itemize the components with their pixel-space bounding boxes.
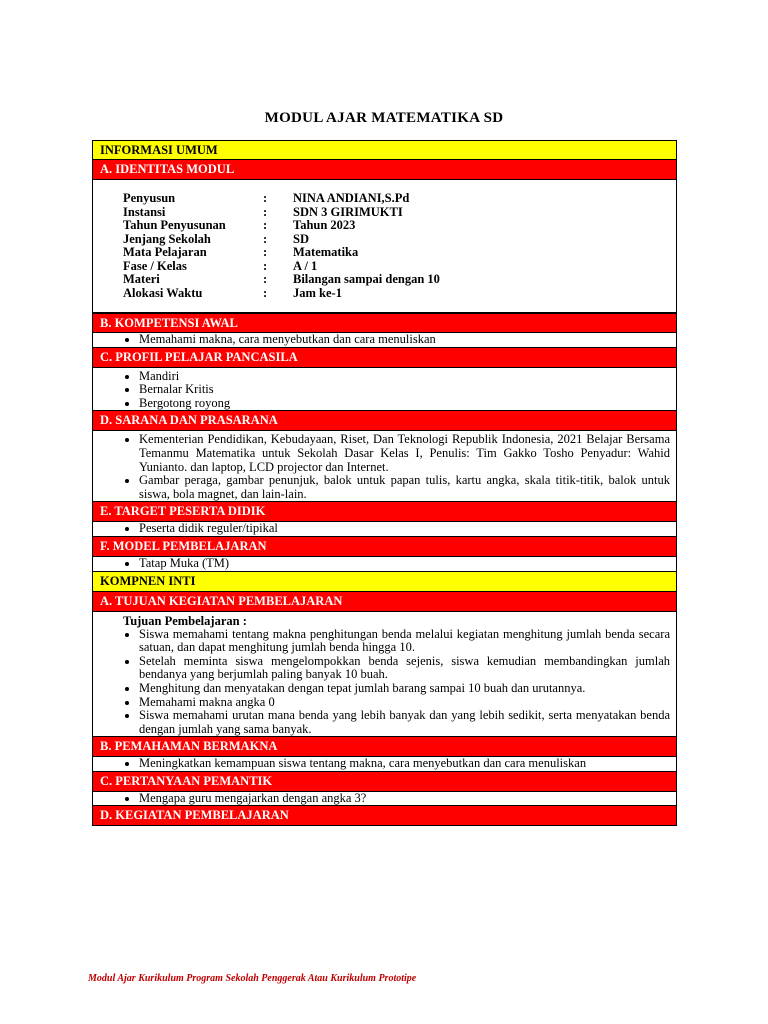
- identitas-colon: :: [263, 258, 268, 273]
- list-item: • Siswa memahami urutan mana benda yang lebih banyak dan yang lebih sedikit, serta menyatakan benda dengan jumlah yang sama banyak.: [139, 709, 670, 736]
- model-pembelajaran-box: [92, 557, 677, 572]
- identitas-row: [123, 192, 676, 206]
- target-peserta-box: [92, 522, 677, 537]
- target-peserta-header: E. TARGET PESERTA DIDIK: [92, 502, 677, 522]
- identitas-colon: :: [263, 231, 268, 246]
- identitas-colon: :: [263, 285, 268, 300]
- identitas-key: Penyusun: [123, 191, 176, 205]
- identitas-key: Fase / Kelas: [123, 258, 187, 273]
- identitas-row: [123, 273, 676, 287]
- list-item: • Setelah meminta siswa mengelompokkan benda sejenis, siswa kemudian membandingkan jumlah bendanya yang berjumlah paling banyak 10 buah.: [139, 655, 670, 682]
- identitas-colon: :: [263, 245, 268, 259]
- identitas-colon: :: [263, 204, 268, 219]
- identitas-row: [123, 206, 676, 220]
- identitas-modul-header: A. IDENTITAS MODUL: [92, 160, 677, 180]
- pemahaman-bermakna-box: [92, 757, 677, 772]
- kegiatan-pembelajaran-header: D. KEGIATAN PEMBELAJARAN: [92, 806, 677, 826]
- tujuan-pembelajaran-label: Tujuan Pembelajaran :: [123, 613, 247, 628]
- list-item: • Bergotong royong: [139, 397, 670, 411]
- list-item: • Gambar peraga, gambar penunjuk, balok untuk papan tulis, kartu angka, skala titik-titik, balok untuk siswa, bola magnet, dan lain-lain.: [139, 474, 670, 501]
- list-item: • Tatap Muka (TM): [139, 557, 670, 571]
- identitas-value: A / 1: [293, 258, 318, 273]
- model-pembelajaran-header: F. MODEL PEMBELAJARAN: [92, 537, 677, 557]
- list-item: • Memahami makna, cara menyebutkan dan cara menuliskan: [139, 333, 670, 347]
- identitas-row: [123, 260, 676, 274]
- list-item: • Siswa memahami tentang makna penghitungan benda melalui kegiatan menghitung jumlah benda secara satuan, dan dapat menghitung jumlah benda hingga 10.: [139, 628, 670, 655]
- identitas-colon: :: [263, 191, 268, 205]
- profil-pancasila-header: C. PROFIL PELAJAR PANCASILA: [92, 348, 677, 368]
- identitas-key: Alokasi Waktu: [123, 285, 203, 300]
- list-item: • Bernalar Kritis: [139, 383, 670, 397]
- page-title: MODUL AJAR MATEMATIKA SD: [264, 110, 504, 126]
- identitas-key: Mata Pelajaran: [123, 245, 207, 259]
- page-footer: Modul Ajar Kurikulum Program Sekolah Penggerak Atau Kurikulum Prototipe: [88, 973, 417, 984]
- kompetensi-awal-header: B. KOMPETENSI AWAL: [92, 313, 677, 333]
- sarana-prasarana-box: [92, 431, 677, 502]
- sarana-prasarana-header: D. SARANA DAN PRASARANA: [92, 411, 677, 431]
- identitas-key: Jenjang Sekolah: [123, 231, 211, 246]
- identitas-value: NINA ANDIANI,S.Pd: [293, 191, 410, 205]
- list-item: • Kementerian Pendidikan, Kebudayaan, Riset, Dan Teknologi Republik Indonesia, 2021 Belajar Bersama Temanmu Matematika untuk Sekolah Dasar Kelas I, Penulis: Tim Gakko Tosho Penyadur: Wahid Yunianto. dan laptop, LCD projector dan Internet.: [139, 433, 670, 474]
- pemahaman-bermakna-header: B. PEMAHAMAN BERMAKNA: [92, 737, 677, 757]
- identitas-row: [123, 246, 676, 260]
- identitas-value: Jam ke-1: [293, 285, 342, 300]
- identitas-colon: :: [263, 218, 268, 232]
- identitas-colon: :: [263, 272, 268, 286]
- identitas-row: [123, 233, 676, 247]
- list-item: • Menghitung dan menyatakan dengan tepat jumlah barang sampai 10 buah dan urutannya.: [139, 682, 670, 696]
- identitas-key: Materi: [123, 272, 160, 286]
- identitas-value: SDN 3 GIRIMUKTI: [293, 204, 403, 219]
- komponen-inti-header: KOMPNEN INTI: [92, 572, 677, 592]
- identitas-row: [123, 287, 676, 301]
- pertanyaan-pemantik-header: C. PERTANYAAN PEMANTIK: [92, 772, 677, 792]
- identitas-modul-table: [92, 180, 677, 313]
- list-item: • Meningkatkan kemampuan siswa tentang makna, cara menyebutkan dan cara menuliskan: [139, 757, 670, 771]
- list-item: • Peserta didik reguler/tipikal: [139, 522, 670, 536]
- profil-pancasila-box: [92, 368, 677, 412]
- identitas-value: Bilangan sampai dengan 10: [293, 272, 440, 286]
- list-item: • Memahami makna angka 0: [139, 696, 670, 710]
- tujuan-kegiatan-header: A. TUJUAN KEGIATAN PEMBELAJARAN: [92, 592, 677, 612]
- identitas-value: Tahun 2023: [293, 218, 356, 232]
- tujuan-kegiatan-box: [92, 612, 677, 738]
- module-document: [92, 140, 677, 826]
- kompetensi-awal-box: [92, 333, 677, 348]
- identitas-row: [123, 219, 676, 233]
- pertanyaan-pemantik-box: [92, 792, 677, 807]
- identitas-value: Matematika: [293, 245, 359, 259]
- identitas-key: Instansi: [123, 204, 166, 219]
- list-item: • Mengapa guru mengajarkan dengan angka 3?: [139, 792, 670, 806]
- identitas-value: SD: [293, 231, 309, 246]
- identitas-key: Tahun Penyusunan: [123, 218, 226, 232]
- list-item: • Mandiri: [139, 370, 670, 384]
- informasi-umum-header: INFORMASI UMUM: [92, 140, 677, 160]
